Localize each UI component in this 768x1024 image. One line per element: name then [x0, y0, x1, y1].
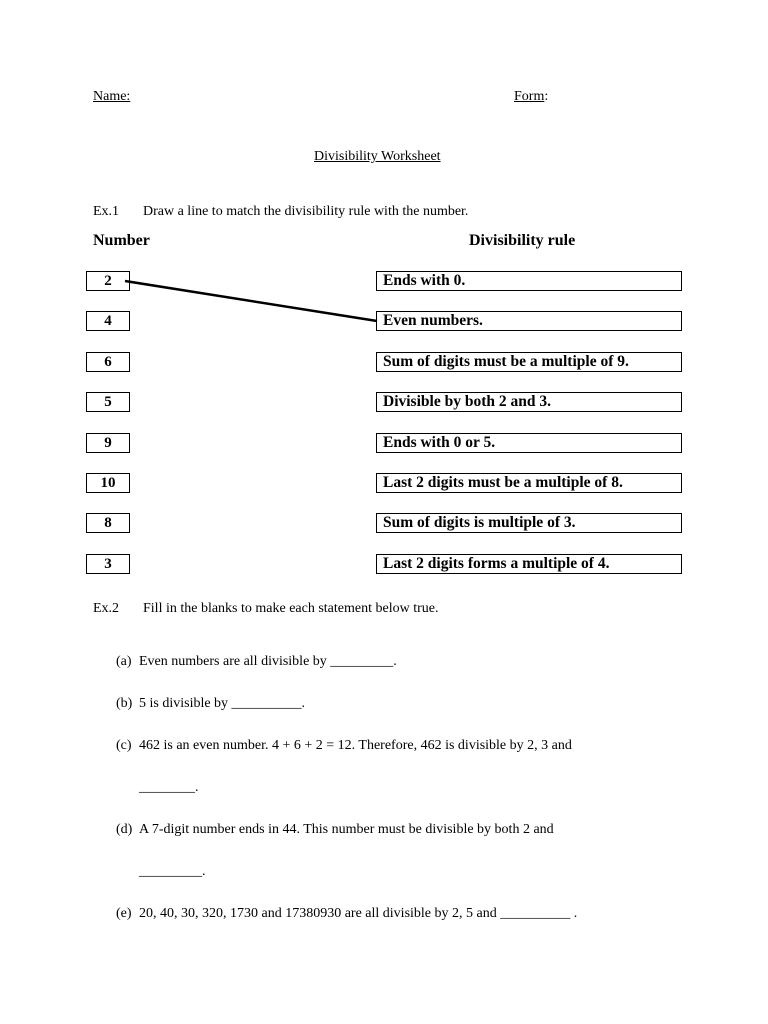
question-b-label: (b): [116, 696, 133, 711]
question-b-text: 5 is divisible by __________.: [139, 696, 306, 711]
ex1-instruction: Draw a line to match the divisibility rule with the number.: [143, 204, 469, 219]
question-d-text: A 7-digit number ends in 44. This number must be divisible by both 2 and: [139, 822, 554, 837]
question-a-label: (a): [116, 654, 132, 669]
rule-box-6: Last 2 digits must be a multiple of 8.: [376, 473, 682, 493]
ex2-label: Ex.2: [93, 601, 120, 616]
question-d-blank: _________.: [139, 864, 206, 879]
match-line-stroke: [125, 281, 377, 321]
rule-box-4: Divisible by both 2 and 3.: [376, 392, 682, 412]
worksheet-title: Divisibility Worksheet: [314, 149, 441, 164]
number-box-2: 4: [86, 311, 130, 331]
number-box-7: 8: [86, 513, 130, 533]
form-label-colon: :: [544, 89, 549, 104]
question-d-label: (d): [116, 822, 133, 837]
question-e-label: (e): [116, 906, 132, 921]
rule-box-8: Last 2 digits forms a multiple of 4.: [376, 554, 682, 574]
number-box-1: 2: [86, 271, 130, 291]
number-box-3: 6: [86, 352, 130, 372]
rule-box-1: Ends with 0.: [376, 271, 682, 291]
question-c-text: 462 is an even number. 4 + 6 + 2 = 12. Therefore, 462 is divisible by 2, 3 and: [139, 738, 572, 753]
number-box-6: 10: [86, 473, 130, 493]
ex2-instruction: Fill in the blanks to make each statement below true.: [143, 601, 439, 616]
question-c-label: (c): [116, 738, 132, 753]
number-box-8: 3: [86, 554, 130, 574]
number-column-header: Number: [93, 232, 150, 249]
number-box-5: 9: [86, 433, 130, 453]
rule-box-5: Ends with 0 or 5.: [376, 433, 682, 453]
rule-box-3: Sum of digits must be a multiple of 9.: [376, 352, 682, 372]
question-e-text: 20, 40, 30, 320, 1730 and 17380930 are all divisible by 2, 5 and __________ .: [139, 906, 578, 921]
rule-column-header: Divisibility rule: [469, 232, 576, 249]
ex1-label: Ex.1: [93, 204, 120, 219]
number-box-4: 5: [86, 392, 130, 412]
rule-box-7: Sum of digits is multiple of 3.: [376, 513, 682, 533]
name-label: Name:: [93, 89, 131, 104]
rule-box-2: Even numbers.: [376, 311, 682, 331]
question-a-text: Even numbers are all divisible by _________.: [139, 654, 397, 669]
question-c-blank: ________.: [139, 780, 199, 795]
form-label-text: Form: [514, 89, 545, 104]
